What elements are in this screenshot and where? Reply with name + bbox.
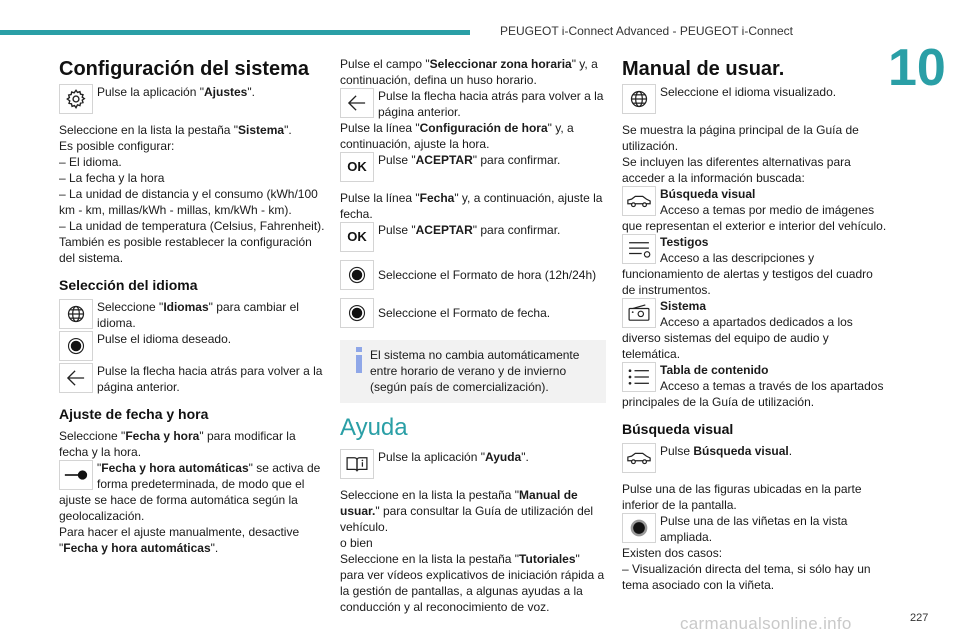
alt-tabla-contenido: Tabla de contenido Acceso a temas a través de los apartados principales de la Guía de utilización. [622, 363, 884, 409]
globe-icon [622, 84, 656, 114]
column-1: Configuración del sistema Pulse la aplicación "Ajustes". Seleccione en la lista la pestaña "Sistema". Es posible configurar: – El idioma. – La fecha y la hora – La unidad de distancia y el consumo (kWh/100 km - km, millas/kWh - millas, km/kWh - km). – La unidad de temperatura (Celsius, Fahrenheit). También es posible restablecer la configuración del sistema. Selección del idioma Seleccione "Idiomas" para cambiar el idioma. Pulse el idioma deseado. Pulse la flecha hacia atrás para volver a la página anterior. Ajuste de fecha y hora Seleccione "Fecha y hora" para modificar la fecha y la hora. "Fecha y hora automáticas" se activa de forma predeterminada, de modo que el ajuste se hace de forma automática según la geolocalización. Para hacer el ajuste manualmente, desactive "Fecha y hora automáticas". [59, 58, 325, 555]
radio-button-icon [340, 260, 374, 290]
step-idiomas: Seleccione "Idiomas" para cambiar el idioma. [59, 299, 325, 331]
subsection-idioma: Selección del idioma [59, 277, 198, 293]
step-ayuda: Pulse la aplicación "Ayuda". [340, 449, 606, 481]
alt-testigos: Testigos Acceso a las descripciones y funcionamiento de alertas y testigos del cuadro de instrumentos. [622, 235, 873, 297]
step-flecha-atras: Pulse la flecha hacia atrás para volver a la página anterior. [59, 363, 325, 395]
back-arrow-icon [340, 88, 374, 118]
step-idioma-visualizado: Seleccione el idioma visualizado. [622, 84, 888, 116]
o-bien: o bien [340, 536, 373, 550]
step-aceptar-2: OK Pulse "ACEPTAR" para confirmar. [340, 222, 606, 254]
book-info-icon [340, 449, 374, 479]
toggle-switch-icon [59, 460, 93, 490]
radio-button-icon [59, 331, 93, 361]
gear-icon [59, 84, 93, 114]
step-aceptar-1: OK Pulse "ACEPTAR" para confirmar. [340, 152, 606, 184]
ok-button-icon: OK [340, 222, 374, 252]
step-formato-hora: Seleccione el Formato de hora (12h/24h) [340, 260, 606, 292]
step-ajustes: Pulse la aplicación "Ajustes". [59, 84, 325, 116]
config-item: – La fecha y la hora [59, 171, 165, 185]
header-accent-bar [0, 30, 470, 35]
section-title-manual: Manual de usuar. [622, 58, 785, 80]
alt-busqueda-visual: Búsqueda visual Acceso a temas por medio de imágenes que representan el exterior e interior del vehículo. [622, 187, 887, 233]
table-of-contents-icon [622, 362, 656, 392]
car-outline-icon [622, 443, 656, 473]
config-item: – El idioma. [59, 155, 122, 169]
step-flecha-atras-2: Pulse la flecha hacia atrás para volver a la página anterior. [340, 88, 606, 120]
step-pulse-busqueda: Pulse Búsqueda visual. [622, 443, 888, 475]
config-item: – La unidad de temperatura (Celsius, Fahrenheit). [59, 219, 325, 233]
page-number: 227 [910, 612, 929, 624]
globe-icon [59, 299, 93, 329]
car-outline-icon [622, 186, 656, 216]
column-3: Manual de usuar. Seleccione el idioma visualizado. Se muestra la página principal de la Guía de utilización. Se incluyen las diferentes alternativas para acceder a la información buscada: Búsqueda visual Acceso a temas por medio de imágenes que representan el exterior e interior del vehículo. Testigos Acceso a las descripciones y funcionamiento de alertas y testigos del cuadro de instrumentos. Sistema Acceso a apartados dedicados a los diverso sistemas del equipo de audio y telemática. Tabla de contenido Acceso a temas a través de los apartados principales de la Guía de utilización. Búsqueda visual Pulse Búsqueda visual. Pulse una de las figuras ubicadas en la parte inferior de la pantalla. Pulse una de las viñetas en la vista ampliada. Existen dos casos: – Visualización directa del tema, si sólo hay un tema asociado con la viñeta. [622, 58, 887, 592]
hotspot-dot-icon [622, 513, 656, 543]
step-vinetas: Pulse una de las viñetas en la vista ampliada. [622, 513, 888, 545]
subsection-fecha-hora: Ajuste de fecha y hora [59, 406, 209, 422]
info-note: El sistema no cambia automáticamente entre horario de verano y de invierno (según país de comercialización). [340, 340, 606, 403]
step-automaticas: "Fecha y hora automáticas" se activa de forma predeterminada, de modo que el ajuste se hace de forma automática según la geolocalización. [59, 461, 321, 523]
restablecer-text: También es posible restablecer la configuración del sistema. [59, 235, 312, 265]
step-formato-fecha: Seleccione el Formato de fecha. [340, 298, 606, 330]
subsection-busqueda-visual: Búsqueda visual [622, 421, 734, 437]
config-intro: Es posible configurar: [59, 139, 175, 153]
config-item: – La unidad de distancia y el consumo (kWh/100 km - km, millas/kWh - millas, km/kWh - km). [59, 187, 318, 217]
radio-device-icon [622, 298, 656, 328]
ok-button-icon: OK [340, 152, 374, 182]
warning-lights-list-icon [622, 234, 656, 264]
section-title-ayuda: Ayuda [340, 414, 408, 441]
info-icon [348, 347, 370, 381]
watermark: carmanualsonline.info [680, 614, 852, 633]
section-title-configuracion: Configuración del sistema [59, 58, 310, 80]
running-title: PEUGEOT i-Connect Advanced - PEUGEOT i-Connect [500, 24, 794, 38]
chapter-number: 10 [888, 39, 946, 97]
radio-button-icon [340, 298, 374, 328]
step-idioma-deseado: Pulse el idioma deseado. [59, 331, 325, 363]
alt-sistema: Sistema Acceso a apartados dedicados a los diverso sistemas del equipo de audio y telemática. [622, 299, 853, 361]
column-2: Pulse el campo "Seleccionar zona horaria" y, a continuación, defina un huso horario. Pulse la flecha hacia atrás para volver a la página anterior. Pulse la línea "Configuración de hora" y, a continuación, ajuste la hora. OK Pulse "ACEPTAR" para confirmar. Pulse la línea "Fecha" y, a continuación, ajuste la fecha. OK Pulse "ACEPTAR" para confirmar. Seleccione el Formato de hora (12h/24h) Seleccione el Formato de fecha. El sistema no cambia automáticamente entre horario de verano y de invierno (según país de comercialización). Ayuda Pulse la aplicación "Ayuda". Seleccione en la lista la pestaña "Manual de usuar." para consultar la Guía de utilización del vehículo. o bien Seleccione en la lista la pestaña "Tutoriales" para ver vídeos explicativos de iniciación rápida a la gestión de pantallas, a algunas ayudas a la conducción y al reconocimiento de voz. [340, 57, 605, 614]
back-arrow-icon [59, 363, 93, 393]
